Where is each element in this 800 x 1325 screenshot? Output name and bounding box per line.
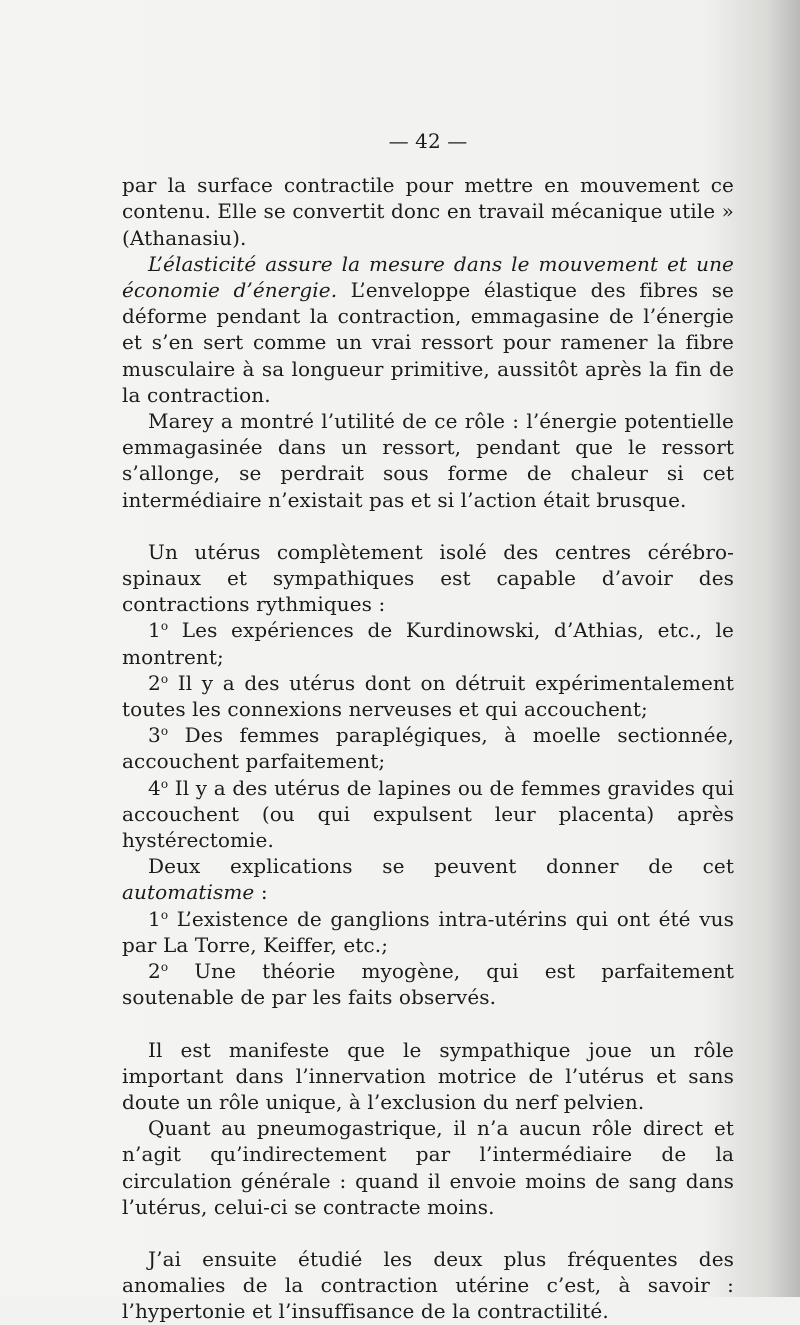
paragraph-6: Il est manifeste que le sympathique joue un rôle important dans l’innervation motrice de l’utérus et sans doute un rôle unique, à l’exclusion du nerf pelvien. [122, 1037, 734, 1114]
paragraph-4: Un utérus complètement isolé des centres cérébro-spinaux et sympathiques est capable d’avoir des contractions rythmiques : [122, 539, 734, 617]
list-item: 1$^o$ L’existence de ganglions intra-utérins qui ont été vus par La Torre, Keiffer, etc.; [122, 906, 734, 957]
paragraph-3: Marey a montré l’utilité de ce rôle : l’énergie potentielle emmagasinée dans un ressort, pendant que le ressort s’allonge, se perdrait sous forme de chaleur si cet intermédiaire n’existait pas et si l’action était brusque. [122, 409, 734, 512]
list-item: 2$^o$ Une théorie myogène, qui est parfaitement soutenable de par les faits observés. [122, 959, 734, 1010]
paragraph-1: par la surface contractile pour mettre en mouvement ce contenu. Elle se convertit donc en travail mécanique utile » (Athanasiu). [122, 173, 734, 250]
list-item: 2$^o$ Il y a des utérus dont on détruit expérimentalement toutes les connexions nerveuses et qui accouchent; [122, 670, 734, 722]
list-item: 3$^o$ Des femmes paraplégiques, à moelle sectionnée, accouchent parfaitement; [122, 723, 734, 774]
page-number: — 42 — [388, 129, 468, 153]
page-text [122, 128, 734, 1325]
paragraph-2 [122, 251, 734, 408]
list-item: 1$^o$ Les expériences de Kurdinowski, d’Athias, etc., le montrent; [122, 618, 734, 669]
paragraph-7: Quant au pneumogastrique, il n’a aucun rôle direct et n’agit qu’indirectement par l’intermédiaire de la circulation générale : quand il envoie moins de sang dans l’utérus, celui-ci se contracte moins. [122, 1116, 734, 1219]
section-gap [122, 1220, 734, 1246]
paragraph-8: J’ai ensuite étudié les deux plus fréquentes des anomalies de la contraction utérine c’est, à savoir : l’hypertonie et l’insuffisance de la contractilité. [122, 1246, 734, 1324]
section-gap [122, 513, 734, 539]
list-item: 4$^o$ Il y a des utérus de lapines ou de femmes gravides qui accouchent (ou qui expulsent leur placenta) après hystérectomie. [122, 775, 734, 853]
paragraph-5: Deux explications se peuvent donner de cet automatisme : [122, 854, 734, 905]
paragraph-2-rest: L’enveloppe élastique des fibres se déforme pendant la contraction, emmagasine de l’énergie et s’en sert comme un vrai ressort pour ramener la fibre musculaire à sa longueur primitive, aussitôt après la fin de la contraction. [122, 278, 734, 407]
section-gap [122, 1011, 734, 1037]
paragraph-2-italic: L’élasticité assure la mesure dans le mouvement et une économie d’énergie. [122, 251, 734, 303]
automatisme-italic: automatisme [122, 880, 255, 905]
